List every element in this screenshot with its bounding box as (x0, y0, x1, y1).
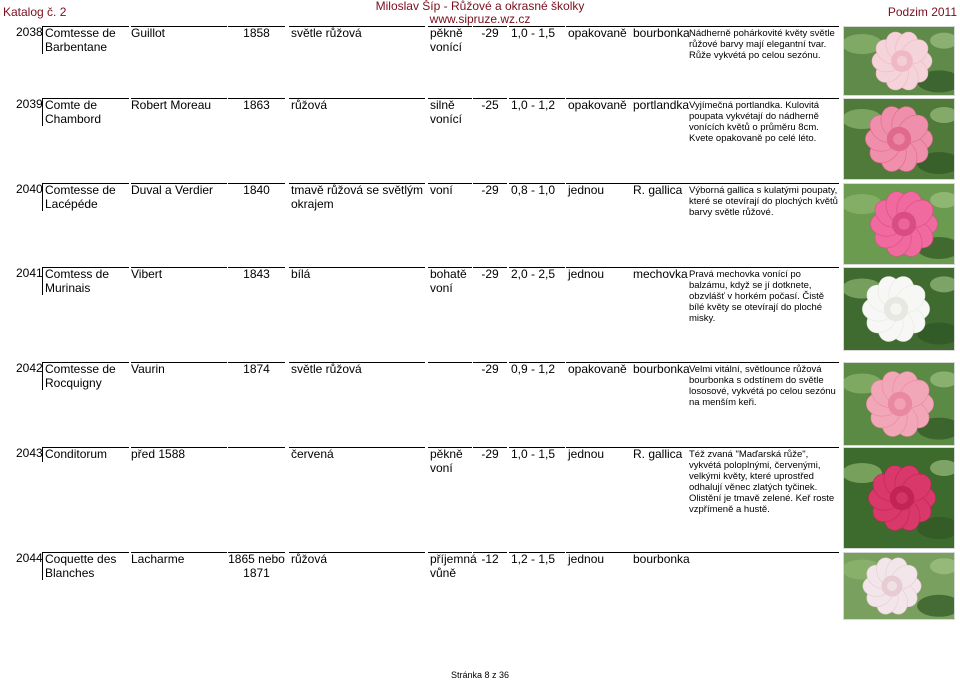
bloom-frequency: jednou (566, 183, 631, 198)
rose-description: Velmi vitální, světlounce růžová bourbonka s odstínem do světle lososové, vykvétá po celou sezónu na menším keři. (689, 362, 839, 408)
bloom-frequency: opakovaně (566, 98, 631, 113)
frost-hardiness: -12 (473, 552, 507, 567)
fragrance: voní (428, 183, 472, 198)
rose-name: Comtesse de Barbentane (42, 26, 129, 54)
year: 1874 (228, 362, 285, 377)
rose-group: bourbonka (633, 26, 690, 40)
flower-color: světle růžová (289, 26, 425, 41)
rose-description: Pravá mechovka vonící po balzámu, když se jí dotknete, obzvlášť v horkém počasí. Čistě bílé květy se otevírají do ploché misky. (689, 267, 839, 324)
nursery-website[interactable]: www.sipruze.wz.cz (429, 12, 531, 26)
rose-group: portlandka (633, 98, 690, 112)
rose-photo (843, 267, 955, 351)
flower-color: růžová (289, 98, 425, 113)
catalog-label: Katalog č. 2 (3, 5, 67, 19)
plant-height: 2,0 - 2,5 (509, 267, 565, 282)
nursery-title-block (0, 0, 960, 26)
breeder: Duval a Verdier (131, 183, 227, 198)
nursery-name: Miloslav Šíp - Růžové a okrasné školky (375, 0, 585, 13)
flower-color: růžová (289, 552, 425, 567)
rose-description: Též zvaná "Maďarská růže", vykvétá poloplnými, červenými, velkými květy, které uprostřed odhalují věnec zlatých tyčinek. Olistění je tmavě zelené. Keř roste vzpřímeně a hustě. (689, 447, 839, 515)
page-number: Stránka 8 z 36 (450, 670, 510, 680)
bloom-frequency: jednou (566, 552, 631, 567)
row-number: 2042 (16, 361, 43, 375)
plant-height: 1,0 - 1,2 (509, 98, 565, 113)
rose-photo (843, 98, 955, 180)
rose-description: Vyjímečná portlandka. Kulovitá poupata vykvétají do nádherně vonících květů o průměru 8cm. Kvete opakovaně po celé léto. (689, 98, 839, 144)
row-number: 2039 (16, 97, 43, 111)
rose-group: mechovka (633, 267, 688, 281)
page-header (0, 0, 960, 26)
fragrance: pěkně voní (428, 447, 472, 475)
row-number: 2041 (16, 266, 43, 280)
frost-hardiness: -25 (473, 98, 507, 113)
plant-height: 0,8 - 1,0 (509, 183, 565, 198)
breeder: Vibert (131, 267, 227, 282)
row-number: 2044 (16, 551, 43, 565)
flower-color: tmavě růžová se světlým okrajem (291, 183, 424, 211)
plant-height: 0,9 - 1,2 (509, 362, 565, 377)
rose-description: Nádherně pohárkovité květy světle růžové barvy mají elegantní tvar. Růže vykvétá po celou sezónu. (689, 26, 839, 61)
season-label: Podzim 2011 (887, 5, 957, 19)
rose-group: bourbonka (633, 552, 690, 566)
bloom-frequency: jednou (566, 447, 631, 462)
frost-hardiness: -29 (473, 362, 507, 377)
rose-name: Conditorum (42, 447, 129, 462)
rose-photo (843, 552, 955, 620)
year: 1863 (228, 98, 285, 113)
year: 1865 nebo 1871 (228, 552, 285, 580)
frost-hardiness: -29 (473, 26, 507, 41)
year: 1843 (228, 267, 285, 282)
year (228, 447, 285, 448)
rose-name: Comtesse de Lacépéde (42, 183, 129, 211)
rose-description (689, 552, 839, 554)
bloom-frequency: jednou (566, 267, 631, 282)
rose-photo (843, 362, 955, 446)
rose-name: Comtesse de Rocquigny (42, 362, 129, 390)
rose-photo (843, 26, 955, 96)
frost-hardiness: -29 (473, 447, 507, 462)
rose-name: Comtess de Murinais (42, 267, 129, 295)
table-row (0, 447, 960, 557)
bloom-frequency: opakovaně (566, 26, 631, 41)
breeder: Vaurin (131, 362, 227, 377)
plant-height: 1,0 - 1,5 (509, 447, 565, 462)
fragrance: silně vonící (428, 98, 472, 126)
rose-description: Výborná gallica s kulatými poupaty, které se otevírají do plochých květů barvy světle růžové. (689, 185, 838, 218)
year: 1858 (228, 26, 285, 41)
flower-color: červená (289, 447, 425, 462)
row-number: 2038 (16, 25, 43, 39)
rose-photo (843, 447, 955, 549)
year: 1840 (228, 183, 285, 198)
fragrance: pěkně vonící (428, 26, 472, 54)
fragrance: příjemná vůně (430, 552, 477, 580)
breeder: Robert Moreau (131, 98, 227, 113)
frost-hardiness: -29 (473, 183, 507, 198)
rose-group: R. gallica (631, 183, 689, 198)
flower-color: světle růžová (289, 362, 425, 377)
row-number: 2043 (16, 446, 43, 460)
table-row (0, 267, 960, 377)
row-number: 2040 (16, 182, 43, 196)
rose-name: Comte de Chambord (42, 98, 129, 126)
fragrance (428, 362, 472, 363)
rose-photo (843, 183, 955, 265)
fragrance: bohatě voní (428, 267, 472, 295)
rose-group: R. gallica (631, 447, 689, 462)
plant-height: 1,2 - 1,5 (509, 552, 565, 567)
breeder: Guillot (131, 26, 227, 41)
plant-height: 1,0 - 1,5 (509, 26, 565, 41)
frost-hardiness: -29 (473, 267, 507, 282)
breeder: Lacharme (131, 552, 227, 567)
table-row (0, 552, 960, 662)
flower-color: bílá (289, 267, 425, 282)
breeder: před 1588 (131, 447, 227, 462)
bloom-frequency: opakovaně (566, 362, 631, 377)
rose-name: Coquette des Blanches (42, 552, 129, 580)
rose-group: bourbonka (633, 362, 690, 376)
